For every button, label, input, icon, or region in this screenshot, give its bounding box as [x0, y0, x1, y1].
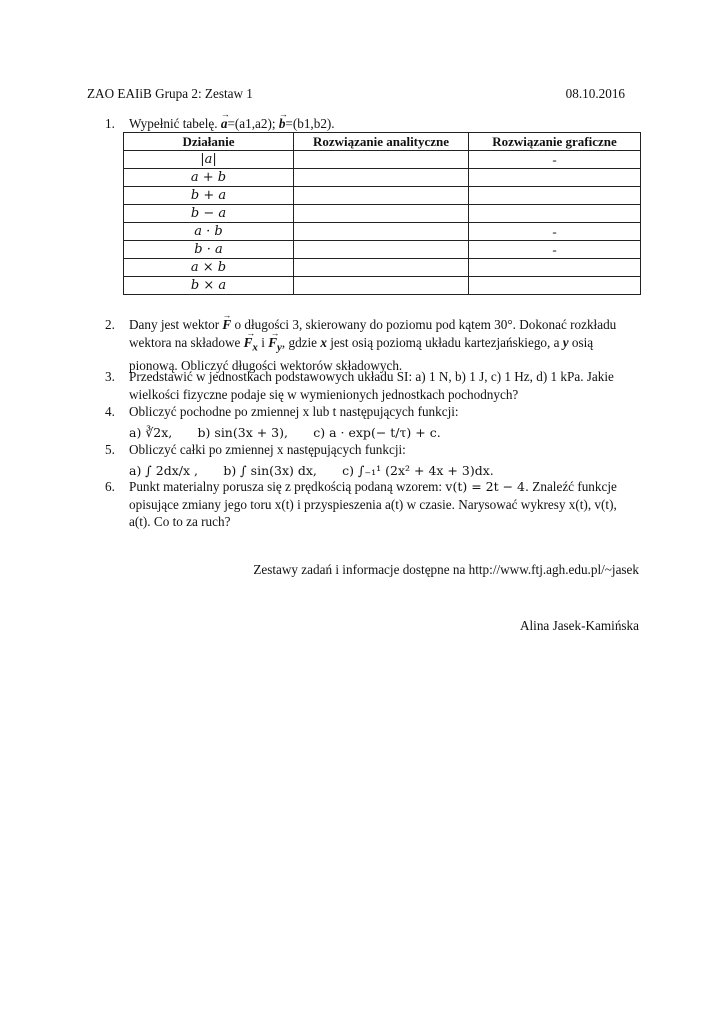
graphic-cell: [469, 205, 641, 223]
graphic-cell: [469, 169, 641, 187]
operation-cell: b · a: [124, 241, 294, 259]
task-5-text: Obliczyć całki po zmiennej x następujących funkcji:: [129, 442, 406, 457]
task-number: 2.: [105, 317, 115, 332]
column-header: Rozwiązanie graficzne: [469, 133, 641, 151]
operation-cell: b + a: [124, 187, 294, 205]
task-number: 4.: [105, 404, 115, 419]
operation-cell: b × a: [124, 277, 294, 295]
task-2-text: i: [261, 334, 265, 350]
table-row: [124, 205, 641, 223]
vector-a-definition: =(a1,a2);: [227, 116, 276, 131]
table-row: [124, 169, 641, 187]
task-2-text: wektora na składowe: [129, 334, 241, 350]
task-2-text: Dany jest wektor: [129, 317, 220, 332]
analytic-cell: [294, 259, 469, 277]
table-row: [124, 259, 641, 277]
task-2-text: osią: [571, 334, 594, 350]
operation-cell: a × b: [124, 259, 294, 277]
analytic-cell: [294, 205, 469, 223]
column-header: Działanie: [124, 133, 294, 151]
graphic-cell: [469, 259, 641, 277]
task-2-text: o długości 3, skierowany do poziomu pod kątem 30°. Dokonać rozkładu: [234, 317, 617, 332]
vector-b-symbol: → b: [279, 115, 286, 133]
vector-Fx-symbol: → $F_x$: [244, 334, 258, 357]
task-4a: a) ∛2x,: [129, 424, 173, 440]
task-6-text: Punkt materialny porusza się z prędkością podaną wzorem:: [129, 479, 443, 494]
vector-a-symbol: → a: [221, 115, 228, 133]
operation-cell: a · b: [124, 223, 294, 241]
operations-table: [123, 132, 641, 295]
task-4c: c) a · exp(− t/τ) + c.: [313, 424, 441, 440]
analytic-cell: [294, 223, 469, 241]
analytic-cell: [294, 277, 469, 295]
task-number: 5.: [105, 442, 115, 457]
task-6-text: opisujące zmiany jego toru x(t) i przyspieszenia a(t) w czasie. Narysować wykresy x(t), v(t),: [129, 496, 617, 512]
task-5a: a) ∫ 2dx/x ,: [129, 462, 199, 478]
analytic-cell: [294, 187, 469, 205]
task-6-text: a(t). Co to za ruch?: [129, 514, 231, 529]
analytic-cell: [294, 241, 469, 259]
column-header: Rozwiązanie analityczne: [294, 133, 469, 151]
document-title: ZAO EAIiB Grupa 2: Zestaw 1: [87, 86, 253, 101]
graphic-cell: -: [469, 241, 641, 259]
task-2-text: jest osią poziomą układu kartezjańskiego, a: [330, 334, 560, 350]
analytic-cell: [294, 151, 469, 169]
graphic-cell: [469, 277, 641, 295]
task-4-text: Obliczyć pochodne po zmiennej x lub t następujących funkcji:: [129, 404, 459, 419]
task-2-text: , gdzie: [281, 334, 318, 350]
vector-b-definition: =(b1,b2).: [285, 116, 335, 131]
analytic-cell: [294, 169, 469, 187]
task-5c: c) ∫₋₁¹ (2x² + 4x + 3)dx.: [342, 462, 494, 478]
table-row: [124, 241, 641, 259]
task-2-text: pionową. Obliczyć długości wektorów składowych.: [129, 357, 403, 373]
task-4b: b) sin(3x + 3),: [197, 424, 288, 440]
table-row: [124, 187, 641, 205]
document-date: 08.10.2016: [565, 86, 625, 101]
task-6-text: Znaleźć funkcje: [532, 479, 617, 494]
task-3-text: Przedstawić w jednostkach podstawowych układu SI: a) 1 N, b) 1 J, c) 1 Hz, d) 1 kPa. Jakie: [129, 369, 614, 384]
author-signature: Alina Jasek-Kamińska: [519, 618, 639, 633]
vector-F-symbol: → F: [222, 316, 231, 334]
info-footer: Zestawy zadań i informacje dostępne na http://www.ftj.agh.edu.pl/~jasek: [253, 562, 639, 577]
table-row: [124, 223, 641, 241]
operation-cell: a + b: [124, 169, 294, 187]
axis-x-symbol: x: [320, 334, 327, 350]
graphic-cell: -: [469, 223, 641, 241]
table-row: [124, 277, 641, 295]
task-number: 1.: [105, 116, 115, 131]
operation-cell: |a|: [124, 151, 294, 169]
task-1-intro: Wypełnić tabelę.: [129, 116, 218, 131]
task-3-text: wielkości fizyczne podaje się w wymienionych jednostkach pochodnych?: [129, 386, 519, 402]
task-5b: b) ∫ sin(3x) dx,: [223, 462, 317, 478]
operation-cell: b − a: [124, 205, 294, 223]
task-number: 3.: [105, 369, 115, 384]
task-number: 6.: [105, 479, 115, 494]
velocity-formula: v(t) = 2t − 4.: [445, 479, 529, 494]
table-row: [124, 151, 641, 169]
axis-y-symbol: y: [562, 334, 569, 350]
table-header-row: [124, 133, 641, 151]
vector-Fy-symbol: → $F_y$: [268, 334, 282, 357]
graphic-cell: -: [469, 151, 641, 169]
graphic-cell: [469, 187, 641, 205]
